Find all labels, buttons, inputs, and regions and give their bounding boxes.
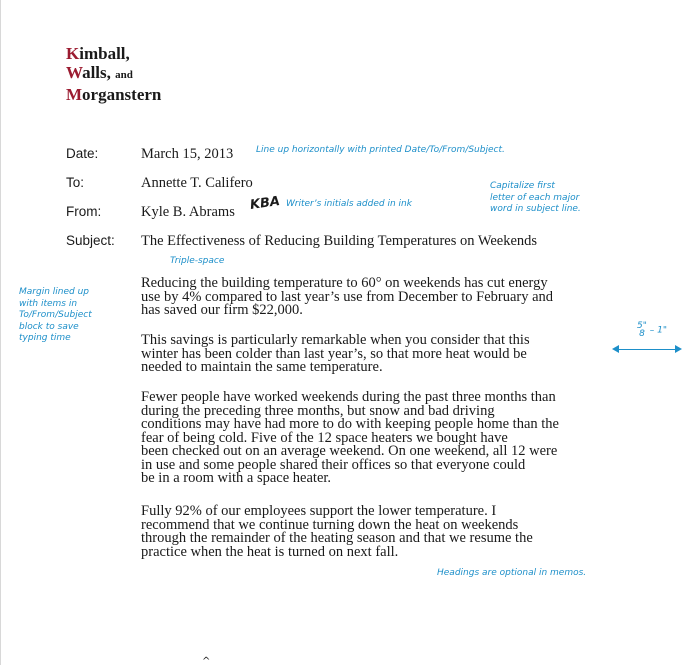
writer-initials-ink: KBA (249, 193, 281, 214)
date-value: March 15, 2013 (141, 146, 234, 162)
letterhead-initial-k: K (66, 44, 80, 63)
margin-note: Margin lined up with items in To/From/Subject block to save typing time (19, 287, 92, 343)
letterhead-line-3: Morganstern (66, 85, 162, 104)
body-paragraph-2: This savings is particularly remarkable when you consider that this winter has been colder than last year’s, so that more heat would be needed to maintain the same temperature. (141, 332, 530, 375)
subject-label: Subject: (66, 233, 115, 248)
initials-note: Writer’s initials added in ink (286, 199, 412, 209)
page-edge (0, 0, 1, 665)
from-value: Kyle B. Abrams (141, 204, 235, 220)
subject-value: The Effectiveness of Reducing Building Temperatures on Weekends (141, 233, 538, 249)
date-label: Date: (66, 146, 99, 161)
body-paragraph-3: Fewer people have worked weekends during the past three months than during the preceding three months, but snow and bad driving conditions may have had more to do with keeping people home than the fear of being cold. Five of the 12 space heaters we bought have been checked out on an average weekend. On one weekend, all 12 were in use and some people shared their offices so that everyone could be in a room with a space heater. (141, 389, 559, 486)
body-paragraph-4: Fully 92% of our employees support the lower temperature. I recommend that we continue turning down the heat on weekends through the remainder of the heating season and that we resume the practice when the heat is turned on next fall. (141, 503, 533, 560)
body-paragraph-1: Reducing the building temperature to 60° on weekends has cut energy use by 4% compared to last year’s use from December to February and has saved our firm $22,000. (141, 275, 554, 318)
margin-measure-note: 5" 8 – 1" (637, 321, 667, 339)
letterhead-line-1: Kimball, (66, 44, 130, 63)
to-label: To: (66, 175, 85, 190)
letterhead-initial-w: W (66, 63, 83, 82)
capitalize-note: Capitalize first letter of each major word in subject line. (490, 181, 581, 214)
letterhead-line-2: Walls, and (66, 63, 133, 82)
margin-arrow-icon (612, 348, 682, 352)
triple-space-note: Triple-space (170, 256, 225, 266)
to-value: Annette T. Califero (141, 175, 253, 191)
from-label: From: (66, 204, 102, 219)
letterhead-initial-m: M (66, 85, 83, 104)
line-up-note: Line up horizontally with printed Date/To/From/Subject. (256, 145, 505, 155)
caret-mark-icon: ^ (202, 656, 211, 667)
headings-optional-note: Headings are optional in memos. (437, 568, 587, 578)
company-letterhead (66, 44, 161, 104)
